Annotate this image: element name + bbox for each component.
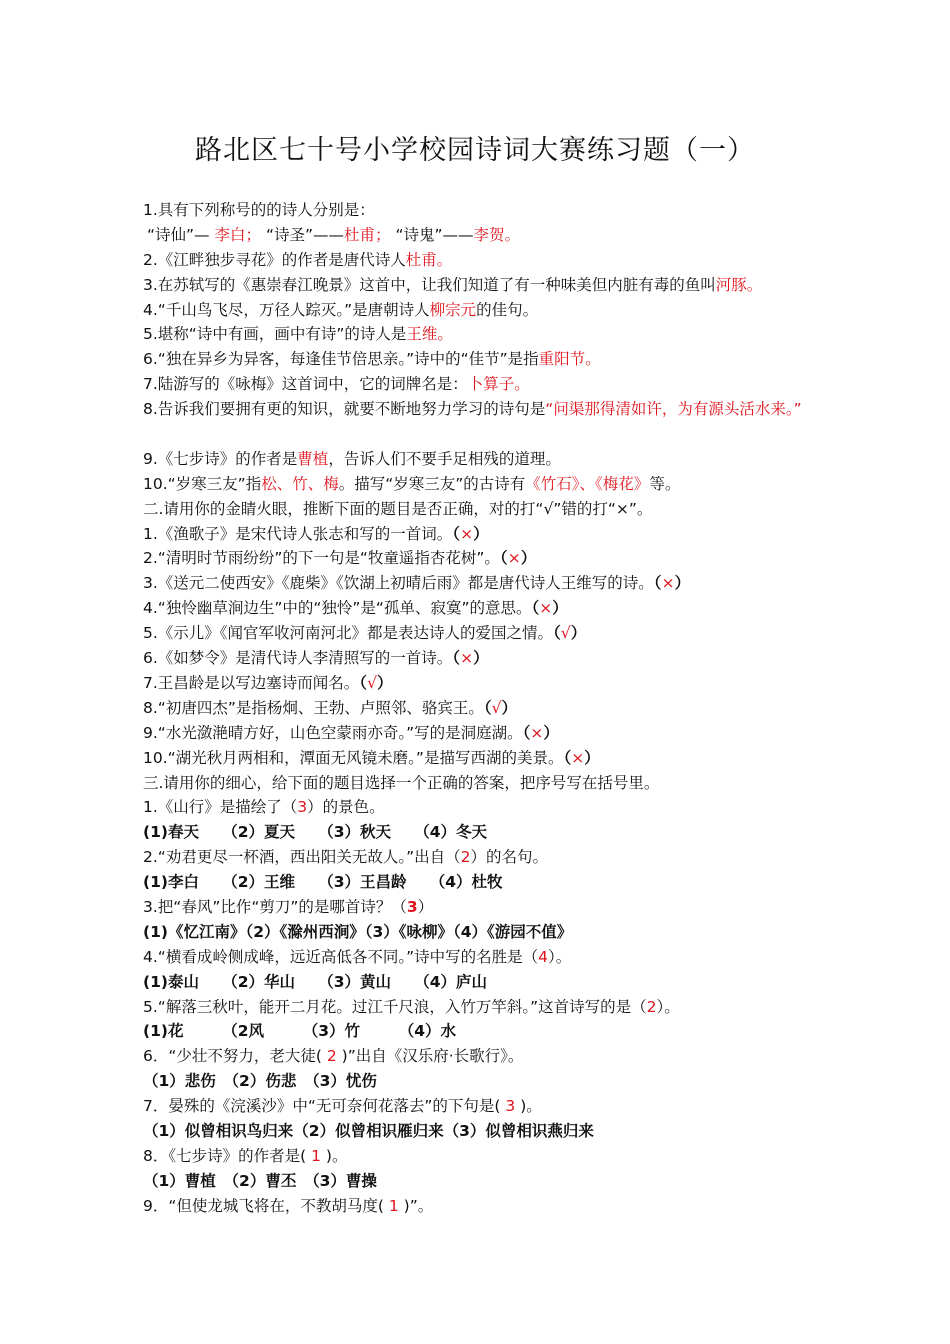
bracket: （ — [483, 698, 492, 717]
answer-text: 3 — [297, 798, 308, 817]
question-7 — [143, 372, 823, 397]
question-text: 4.“独怜幽草涧边生”中的“独怜”是“孤单、寂寞”的意思。 — [143, 599, 532, 618]
question-9 — [143, 447, 823, 472]
choice-options-1: (1)春天 （2）夏天 （3）秋天 （4）冬天 — [143, 823, 488, 842]
answer-text: 柳宗元 — [429, 300, 477, 319]
choice-options-3: (1)《忆江南》（2）《滁州西涧》（3）《咏柳》（4）《游园不值》 — [143, 922, 573, 941]
judge-item — [143, 696, 823, 721]
question-text: 1.具有下列称号的的诗人分别是： — [143, 201, 375, 219]
question-text: 8．《七步诗》的作者是( — [143, 1146, 307, 1165]
question-text: 2.“清明时节雨纷纷”的下一句是“牧童遥指杏花树”。 — [143, 549, 500, 568]
question-5 — [143, 322, 823, 347]
question-text: 4.“千山鸟飞尽，万径人踪灭。”是唐朝诗人 — [143, 300, 430, 319]
judge-item — [143, 522, 823, 547]
bracket: ） — [570, 624, 587, 643]
answer-text: 曹植 — [297, 449, 329, 468]
answer-text: 杜甫； — [344, 225, 391, 244]
choice-options-4: (1)泰山 （2）华山 （3）黄山 （4）庐山 — [143, 972, 488, 991]
question-text: ）的名句。 — [470, 848, 548, 867]
question-text: )”。 — [403, 1196, 434, 1215]
choice-options-2: (1)李白 （2）王维 （3）王昌龄 （4）杜牧 — [143, 873, 503, 892]
question-text: 4.“横看成岭侧成峰，远近高低各不同。”诗中写的名胜是（ — [143, 947, 539, 966]
choice-question-8 — [143, 1144, 823, 1169]
question-text: 3.在苏轼写的《惠崇春江晚景》这首中，让我们知道了有一种味美但内脏有毒的鱼叫 — [143, 275, 716, 294]
answer-text: 李贺。 — [473, 225, 521, 244]
choice-question-3 — [143, 895, 823, 920]
answer-text: 3 — [406, 897, 418, 916]
answer-text: 2 — [646, 997, 657, 1016]
choice-question-7 — [143, 1094, 823, 1119]
bracket: ） — [543, 723, 559, 742]
judge-item — [143, 646, 823, 671]
choice-options-7: （1）似曾相识鸟归来（2）似曾相识雁归来（3）似曾相识燕归来 — [143, 1121, 594, 1140]
question-text: 6.《如梦令》是清代诗人李清照写的一首诗。 — [143, 649, 453, 668]
question-text: 2.“劝君更尽一杯酒，西出阳关无故人。”出自（ — [143, 848, 461, 867]
bracket: （ — [359, 673, 368, 692]
bracket: （ — [452, 524, 461, 543]
answer-text: 杜甫。 — [405, 250, 453, 269]
answer-text: 3 — [500, 1097, 521, 1116]
question-text: 10.“岁寒三友”指 — [143, 474, 262, 493]
answer-prefix: “诗仙”— — [147, 225, 215, 244]
question-text: ）。 — [656, 997, 680, 1016]
bracket: （ — [653, 574, 662, 593]
bracket: （ — [452, 649, 461, 668]
question-1-stem — [143, 198, 823, 223]
answer-text: 河豚。 — [715, 275, 763, 294]
bracket: （ — [531, 599, 540, 618]
question-text: 3.把“春风”比作“剪刀”的是哪首诗？（ — [143, 897, 407, 916]
answer-text: 松、竹、梅 — [261, 474, 339, 493]
answer-mark: × — [460, 524, 474, 543]
bracket: ） — [473, 649, 489, 668]
answer-text: 2 — [460, 848, 471, 867]
question-text: 1.《渔歌子》是宋代诗人张志和写的一首词。 — [143, 524, 453, 543]
question-text: ，告诉人们不要手足相残的道理。 — [328, 449, 561, 468]
answer-text: 李白； — [214, 225, 262, 244]
answer-prefix: “诗鬼”—— — [390, 225, 474, 244]
question-text: 9．“但使龙城飞将在，不教胡马度( — [143, 1196, 384, 1215]
question-text: )。 — [325, 1146, 348, 1165]
answer-mark: √ — [491, 698, 502, 717]
answer-text: 王维。 — [406, 325, 453, 344]
question-text: 等。 — [649, 474, 681, 493]
answer-text: 卜算子。 — [467, 375, 530, 394]
question-3 — [143, 273, 823, 298]
question-text: 7.陆游写的《咏梅》这首词中，它的词牌名是： — [143, 375, 468, 394]
judge-item — [143, 571, 823, 596]
judge-item — [143, 621, 823, 646]
question-text: 。描写“岁寒三友”的古诗有 — [338, 474, 526, 493]
question-text: )。 — [520, 1097, 542, 1116]
choice-options-6: （1）悲伤 （2）伤悲 （3）忧伤 — [143, 1072, 377, 1091]
bracket: ） — [376, 673, 393, 692]
choice-question-2 — [143, 845, 823, 870]
question-text: 8.告诉我们要拥有更的知识，就要不断地努力学习的诗句是 — [143, 400, 546, 419]
question-text: 5.堪称“诗中有画，画中有诗”的诗人是 — [143, 325, 407, 344]
bracket: ） — [501, 698, 518, 717]
choice-question-1 — [143, 795, 823, 820]
question-2 — [143, 248, 823, 273]
question-text: 7.王昌龄是以写边塞诗而闻名。 — [143, 673, 360, 692]
answer-text: 《竹石》、《梅花》 — [525, 474, 650, 493]
section-2-heading: 二.请用你的金睛火眼，推断下面的题目是否正确，对的打“√”错的打“×”。 — [143, 499, 653, 518]
answer-text: 重阳节。 — [538, 350, 601, 369]
question-6 — [143, 347, 823, 372]
question-text: 1.《山行》是描绘了（ — [143, 798, 298, 817]
question-4 — [143, 298, 823, 323]
answer-text: 2 — [321, 1047, 342, 1066]
bracket: ） — [473, 524, 489, 543]
judge-item — [143, 721, 823, 746]
page-title: 路北区七十号小学校园诗词大赛练习题（一） — [195, 135, 755, 166]
choice-options-5: (1)花 （2风 （3）竹 （4）水 — [143, 1022, 457, 1041]
answer-mark: × — [661, 574, 675, 593]
bracket: （ — [522, 723, 531, 742]
bracket: （ — [499, 549, 508, 568]
choice-question-6 — [143, 1044, 823, 1069]
answer-text: 1 — [383, 1196, 404, 1215]
question-text: 7．晏殊的《浣溪沙》中“无可奈何花落去”的下句是( — [143, 1097, 501, 1116]
question-text: 6．“少壮不努力，老大徒( — [143, 1047, 322, 1066]
question-1-answer — [143, 223, 823, 248]
section-3-heading: 三.请用你的细心，给下面的题目选择一个正确的答案，把序号写在括号里。 — [143, 773, 660, 792]
question-text: ）的景色。 — [307, 798, 385, 817]
question-text: 5.“解落三秋叶，能开二月花。过江千尺浪，入竹万竿斜。”这首诗写的是（ — [143, 997, 647, 1016]
question-text: 9.《七步诗》的作者是 — [143, 449, 298, 468]
judge-item — [143, 671, 823, 696]
question-text: ）。 — [547, 947, 572, 966]
question-text: 3.《送元二使西安》《鹿柴》《饮湖上初晴后雨》都是唐代诗人王维写的诗。 — [143, 574, 654, 593]
answer-mark: √ — [560, 624, 571, 643]
question-text: 的佳句。 — [476, 300, 539, 319]
answer-text: 1 — [306, 1146, 326, 1165]
answer-prefix: “诗圣”—— — [261, 225, 345, 244]
answer-mark: √ — [367, 673, 377, 692]
question-text: )”出自《汉乐府·长歌行》。 — [341, 1047, 524, 1066]
judge-item — [143, 596, 823, 621]
question-text: 8.“初唐四杰”是指杨炯、王勃、卢照邻、骆宾王。 — [143, 698, 484, 717]
choice-question-9 — [143, 1194, 823, 1219]
question-text: 2.《江畔独步寻花》的作者是唐代诗人 — [143, 250, 406, 269]
answer-mark: × — [530, 723, 544, 742]
bracket: ） — [674, 574, 691, 593]
bracket: （ — [553, 624, 561, 643]
answer-mark: × — [571, 748, 585, 767]
question-text: 9.“水光潋滟晴方好，山色空蒙雨亦奇。”写的是洞庭湖。 — [143, 723, 523, 742]
question-8 — [143, 397, 803, 447]
question-text: 10.“湖光秋月两相和，潭面无风镜未磨。”是描写西湖的美景。 — [143, 748, 564, 767]
exercise-body — [143, 198, 823, 1219]
question-text: 6.“独在异乡为异客，每逢佳节倍思亲。”诗中的“佳节”是指 — [143, 350, 539, 369]
bracket: ） — [584, 748, 600, 767]
choice-options-8: （1）曹植 （2）曹丕 （3）曹操 — [143, 1171, 377, 1190]
answer-text: 4 — [538, 947, 548, 966]
answer-mark: × — [539, 599, 553, 618]
bracket: （ — [563, 748, 572, 767]
bracket: ） — [552, 599, 568, 618]
choice-question-4 — [143, 945, 823, 970]
answer-text: “问渠那得清如许，为有源头活水来。” — [545, 400, 802, 419]
question-text: 5.《示儿》《闻官军收河南河北》都是表达诗人的爱国之情。 — [143, 624, 554, 643]
question-text: ） — [417, 897, 434, 916]
answer-mark: × — [507, 549, 521, 568]
answer-mark: × — [460, 649, 474, 668]
judge-item — [143, 546, 823, 571]
judge-item — [143, 746, 823, 771]
bracket: ） — [520, 549, 537, 568]
choice-question-5 — [143, 995, 823, 1020]
question-10 — [143, 472, 823, 497]
